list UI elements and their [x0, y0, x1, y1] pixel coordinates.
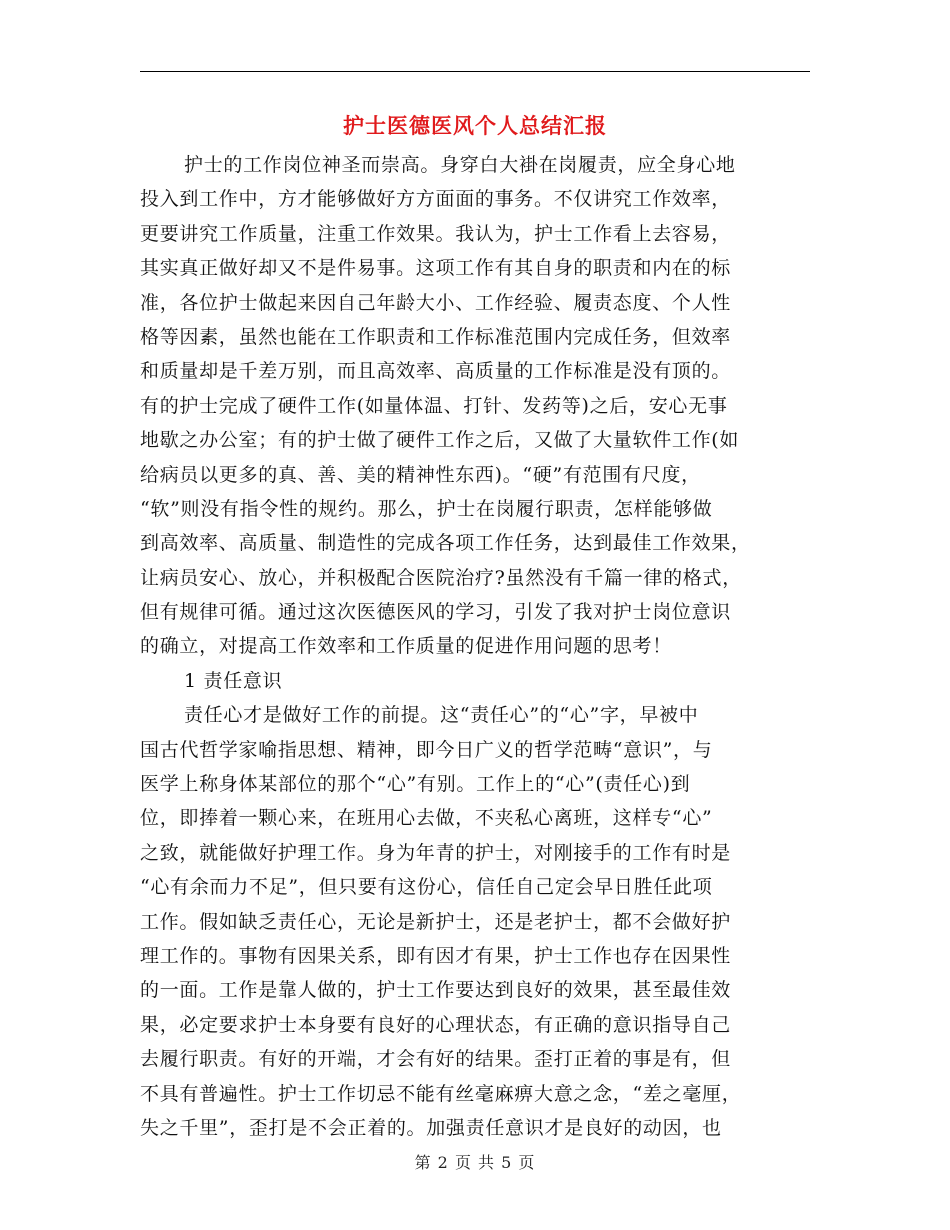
paragraph-line: 让病员安心、放心，并积极配合医院治疗?虽然没有千篇一律的格式，: [140, 566, 742, 589]
paragraph-line: 护士的工作岗位神圣而崇高。身穿白大褂在岗履责，应全身心地: [184, 154, 736, 176]
paragraph-line: 去履行职责。有好的开端，才会有好的结果。歪打正着的事是有，但: [140, 1048, 732, 1071]
header-rule: [140, 71, 810, 72]
paragraph-line: 责任心才是做好工作的前提。这“责任心”的“心”字，早被中: [184, 704, 699, 727]
paragraph-line: 工作。假如缺乏责任心，无论是新护士，还是老护士，都不会做好护: [140, 910, 732, 933]
paragraph-line: 准，各位护士做起来因自己年龄大小、工作经验、履责态度、个人性: [140, 291, 732, 314]
paragraph-line: 给病员以更多的真、善、美的精神性东西)。“硬”有范围有尺度，: [140, 463, 701, 486]
paragraph-line: 果，必定要求护士本身要有良好的心理状态，有正确的意识指导自己: [140, 1013, 732, 1036]
paragraph-line: 国古代哲学家喻指思想、精神，即今日广义的哲学范畴“意识”，与: [140, 738, 713, 761]
paragraph-line: “软”则没有指令性的规约。那么，护士在岗履行职责，怎样能够做: [140, 497, 713, 520]
paragraph-line: 更要讲究工作质量，注重工作效果。我认为，护士工作看上去容易，: [140, 222, 732, 245]
paragraph-line: 其实真正做好却又不是件易事。这项工作有其自身的职责和内在的标: [140, 257, 732, 280]
paragraph-line: 格等因素，虽然也能在工作职责和工作标准范围内完成任务，但效率: [140, 325, 732, 348]
paragraph-line: 失之千里”，歪打是不会正着的。加强责任意识才是良好的动因，也: [140, 1116, 722, 1139]
paragraph-line: “心有余而力不足”，但只要有这份心，信任自己定会早日胜任此项: [140, 876, 713, 899]
paragraph-line: 但有规律可循。通过这次医德医风的学习，引发了我对护士岗位意识: [140, 601, 732, 624]
paragraph-line: 医学上称身体某部位的那个“心”有别。工作上的“心”(责任心)到: [140, 773, 691, 796]
paragraph-line: 和质量却是千差万别，而且高效率、高质量的工作标准是没有顶的。: [140, 360, 732, 383]
paragraph-line: 之致，就能做好护理工作。身为年青的护士，对刚接手的工作有时是: [140, 841, 732, 864]
paragraph-line: 有的护士完成了硬件工作(如量体温、打针、发药等)之后，安心无事: [140, 394, 728, 417]
paragraph-line: 不具有普遍性。护士工作切忌不能有丝毫麻痹大意之念，“差之毫厘，: [140, 1082, 742, 1105]
document-title: 护士医德医风个人总结汇报: [343, 113, 607, 138]
paragraph-line: 的确立，对提高工作效率和工作质量的促进作用问题的思考！: [140, 635, 672, 658]
page-number: 第 2 页 共 5 页: [414, 1153, 536, 1172]
paragraph-line: 位，即捧着一颗心来，在班用心去做，不夹私心离班，这样专“心”: [140, 807, 713, 830]
paragraph-line: 地歇之办公室；有的护士做了硬件工作之后，又做了大量软件工作(如: [140, 429, 740, 452]
paragraph-line: 理工作的。事物有因果关系，即有因才有果，护士工作也存在因果性: [140, 944, 732, 967]
paragraph-line: 到高效率、高质量、制造性的完成各项工作任务，达到最佳工作效果，: [140, 532, 751, 555]
paragraph-line: 的一面。工作是靠人做的，护士工作要达到良好的效果，甚至最佳效: [140, 979, 732, 1002]
section-heading: 1 责任意识: [184, 669, 283, 692]
document-body: [140, 148, 810, 1145]
paragraph-line: 投入到工作中，方才能够做好方方面面的事务。不仅讲究工作效率，: [140, 188, 732, 211]
